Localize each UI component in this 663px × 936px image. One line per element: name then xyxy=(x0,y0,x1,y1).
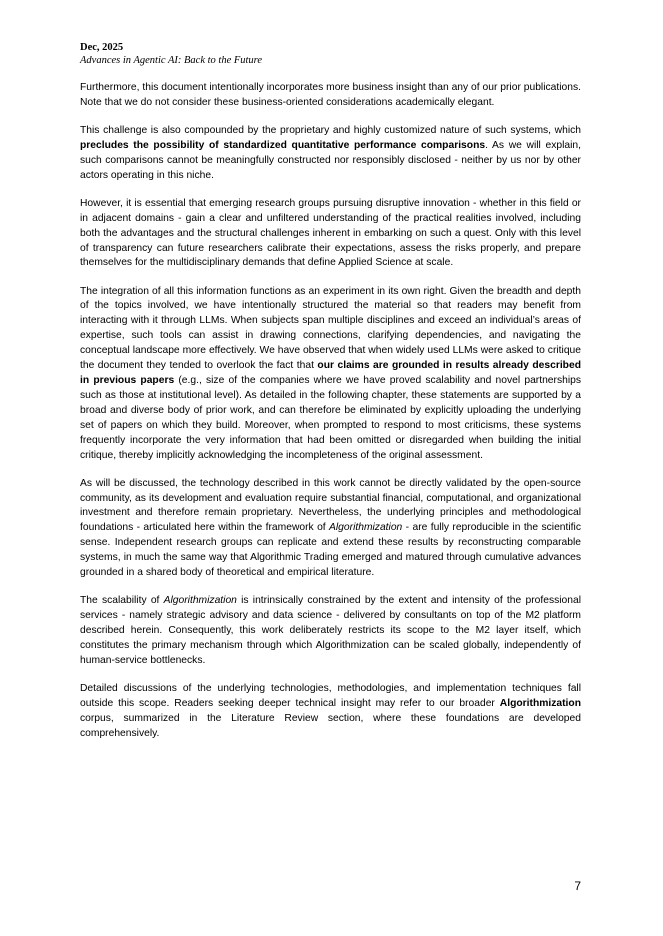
italic-term: Algorithmization xyxy=(163,595,237,607)
text-run: - are fully reproducible in the scientific sense. Independent research groups can replicate and extend these results by reconstructing comparable systems, in much the same way that Algorithmic Trading emerged and matured through cumulative advances grounded in a shared body of theoretical and empirical literature. xyxy=(80,522,581,579)
page-header xyxy=(80,41,583,67)
body-paragraph xyxy=(80,285,581,464)
body-paragraph xyxy=(80,594,581,669)
body-paragraph xyxy=(80,477,581,581)
text-run: However, it is essential that emerging research groups pursuing disruptive innovation - whether in this field or in adjacent domains - gain a clear and unfiltered understanding of the practical realities involved, including both the advantages and the structural challenges inherent in embarking on such a quest. Only with this level of transparency can future researchers calibrate their expectations, assess the risks properly, and prepare themselves for the multidisciplinary demands that define Applied Science at scale. xyxy=(80,197,581,269)
header-date: Dec, 2025 xyxy=(80,42,124,53)
body-paragraph xyxy=(80,682,581,742)
text-run: . As we will explain, such comparisons cannot be meaningfully constructed nor responsibly disclosed - neither by us nor by other actors operating in this niche. xyxy=(80,139,581,181)
body-paragraph xyxy=(80,81,581,111)
body-paragraph xyxy=(80,197,581,272)
text-run: As will be discussed, the technology described in this work cannot be directly validated by the open-source community, as its development and evaluation require substantial financial, computational, and organizational investment and therefore remain proprietary. Nevertheless, the underlying principles and methodological foundations - articulated here within the framework of xyxy=(80,477,581,534)
header-title: Advances in Agentic AI: Back to the Future xyxy=(80,55,263,66)
text-run: corpus, summarized in the Literature Review section, where these foundations are developed comprehensively. xyxy=(80,712,581,739)
page-number: 7 xyxy=(574,879,581,893)
bold-emphasis: Algorithmization xyxy=(499,697,581,709)
body-text xyxy=(80,81,581,755)
text-run: The scalability of xyxy=(80,595,164,607)
bold-emphasis: our claims are grounded in results already described in previous papers xyxy=(80,360,581,386)
text-run: Detailed discussions of the underlying technologies, methodologies, and implementation techniques fall outside this scope. Readers seeking deeper technical insight may refer to our broader xyxy=(80,682,581,709)
text-run: Furthermore, this document intentionally incorporates more business insight than any of our prior publications. Note that we do not consider these business-oriented considerations academically elegant. xyxy=(80,82,581,108)
text-run: (e.g., size of the companies where we have proved scalability and novel partnerships such as those at institutional level). As detailed in the following chapter, these statements are supported by a broad and diverse body of prior work, and can therefore be eliminated by explicitly uploading the underlying set of papers on which they build. Moreover, when prompted to respond to most criticisms, these systems frequently incorporate the very information that had been omitted or disregarded when building the initial critique, thereby implicitly acknowledging the incompleteness of the original assessment. xyxy=(80,374,582,461)
text-run: is intrinsically constrained by the extent and intensity of the professional services - namely strategic advisory and data science - delivered by consultants on top of the M2 platform described herein. Consequently, this work deliberately restricts its scope to the M2 layer itself, which constitutes the primary mechanism through which Algorithmization can be scaled globally, independently of human-service bottlenecks. xyxy=(80,595,581,666)
text-run: This challenge is also compounded by the proprietary and highly customized nature of such systems, which xyxy=(80,125,581,136)
text-run: The integration of all this information functions as an experiment in its own right. Given the breadth and depth of the topics involved, we have intentionally structured the material so that readers may benefit from interacting with it through LLMs. When subjects span multiple disciplines and exceed an individual’s areas of expertise, such tools can assist in drawing connections, clarifying dependencies, and navigating the conceptual landscape more effectively. We have observed that when widely used LLMs were asked to critique the document they tended to overlook the fact that xyxy=(80,285,581,372)
bold-emphasis: precludes the possibility of standardized quantitative performance comparisons xyxy=(80,139,486,151)
body-paragraph xyxy=(80,124,581,184)
italic-term: Algorithmization xyxy=(329,522,403,534)
